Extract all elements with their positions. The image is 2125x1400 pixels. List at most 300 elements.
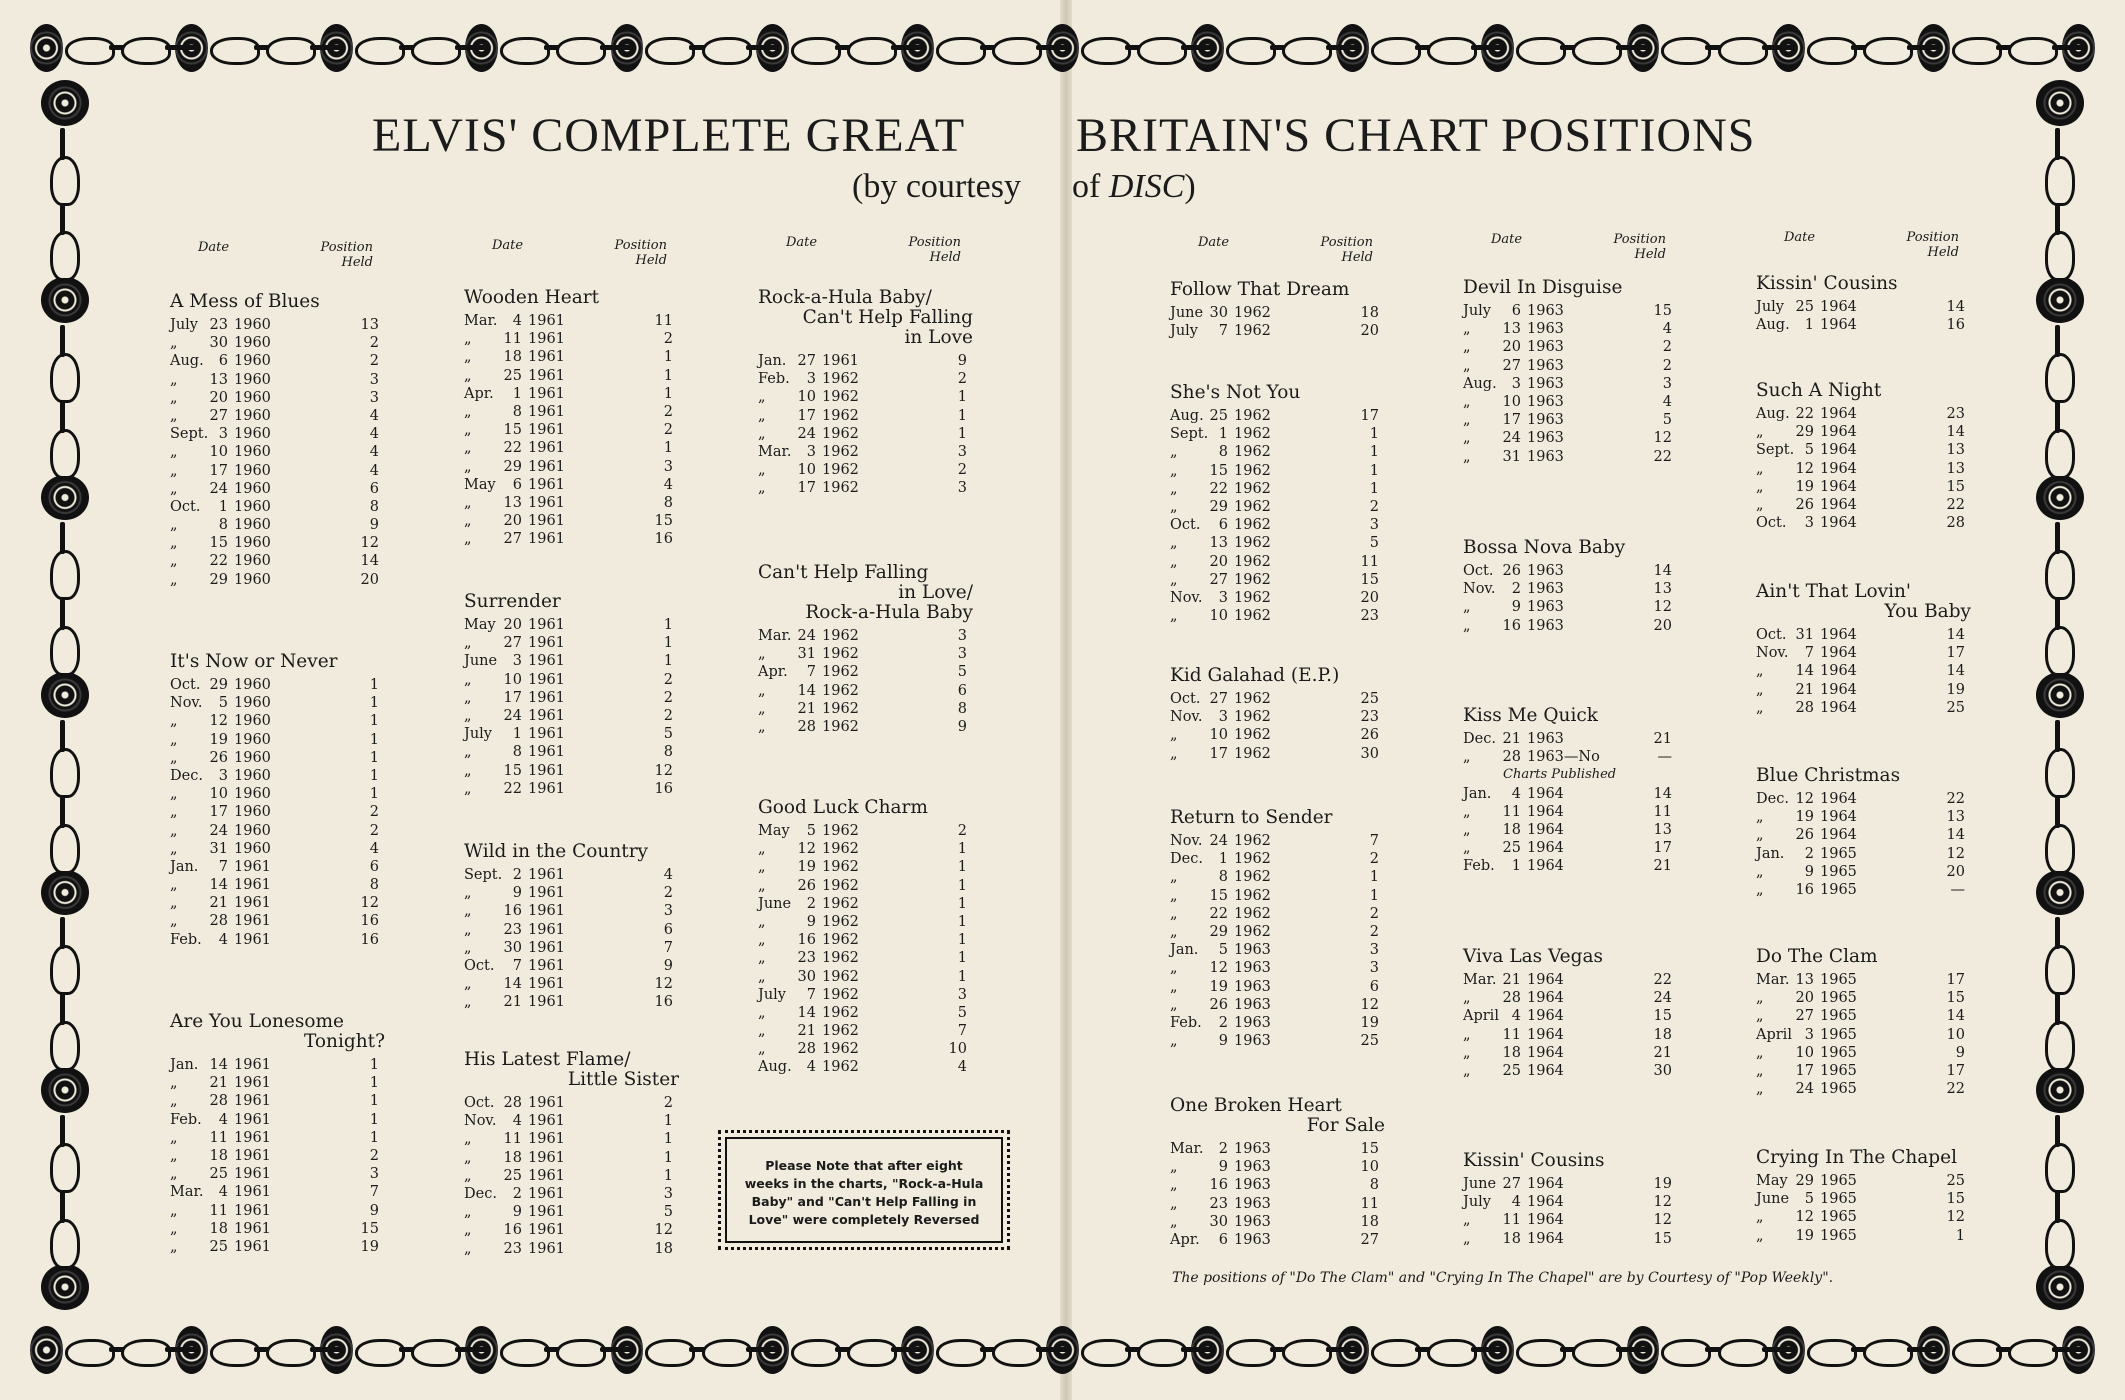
- position: 1: [957, 407, 967, 424]
- chart-row: [464, 1240, 679, 1258]
- position: 10: [1946, 1026, 1965, 1043]
- year: 1960: [234, 389, 271, 406]
- year: 1960: [234, 462, 271, 479]
- column-header: [1756, 228, 1971, 268]
- song-title: Are You Lonesome Tonight?: [170, 1011, 385, 1052]
- song-entry: [1170, 808, 1385, 1050]
- day: 25: [1502, 840, 1521, 857]
- year: 1961: [528, 349, 565, 366]
- month: „: [1463, 617, 1471, 634]
- month: „: [464, 744, 472, 761]
- position: 21: [1653, 858, 1672, 875]
- year: 1961: [528, 707, 565, 724]
- month: „: [1463, 1044, 1471, 1061]
- year: 1962: [822, 913, 859, 930]
- day: 3: [1804, 1026, 1814, 1043]
- chart-row: [1756, 460, 1971, 478]
- chart-row: [1463, 411, 1678, 429]
- month: „: [1170, 960, 1178, 977]
- page-title-right: BRITAIN'S CHART POSITIONS: [1076, 109, 1756, 162]
- day: 10: [209, 444, 228, 461]
- month: „: [170, 407, 178, 424]
- day: 8: [1218, 444, 1228, 461]
- day: 10: [1502, 393, 1521, 410]
- position-header: Position Held: [908, 235, 961, 265]
- position: 15: [1653, 1230, 1672, 1247]
- guitar-icon: [498, 33, 554, 63]
- position: 3: [369, 371, 379, 388]
- guitar-icon: [498, 1335, 554, 1365]
- chart-row: [170, 749, 385, 767]
- subtitle-right: of DISC): [1072, 168, 1196, 205]
- month: „: [464, 780, 472, 797]
- record-icon: [2036, 80, 2084, 126]
- guitar-icon: [2043, 718, 2077, 794]
- chart-row: [464, 902, 679, 920]
- song-title: Crying In The Chapel: [1756, 1147, 1957, 1168]
- year: 1961: [234, 1202, 271, 1219]
- year: 1963: [1234, 1014, 1271, 1031]
- day: 17: [209, 804, 228, 821]
- chart-row: [1170, 708, 1385, 726]
- month: „: [1463, 1026, 1471, 1043]
- month: Oct.: [1170, 691, 1201, 707]
- year: 1960: [234, 444, 271, 461]
- day: 21: [1795, 681, 1814, 698]
- position: 17: [1946, 972, 1965, 988]
- record-icon: [2036, 672, 2084, 718]
- day: 26: [1795, 496, 1814, 513]
- position-header: Position Held: [614, 238, 667, 268]
- year: 1962: [1234, 323, 1271, 340]
- position: 13: [360, 317, 379, 333]
- guitar-icon: [48, 399, 82, 475]
- song-title: Can't Help Falling in Love/ Rock-a-Hula Baby: [758, 562, 973, 623]
- chart-row: [464, 512, 679, 530]
- year: 1964: [1820, 699, 1857, 716]
- position: 16: [654, 994, 673, 1011]
- month: „: [758, 389, 766, 406]
- position: 20: [360, 571, 379, 588]
- year: 1961: [528, 1185, 565, 1202]
- chart-row: [464, 689, 679, 707]
- position: 1: [369, 695, 379, 712]
- position: 4: [369, 840, 379, 857]
- year: 1965: [1820, 1081, 1857, 1098]
- year: 1960: [234, 695, 271, 712]
- chart-row: [1170, 516, 1385, 534]
- position: 19: [1946, 681, 1965, 698]
- chart-row: [1756, 881, 1971, 899]
- year: 1961: [528, 1149, 565, 1166]
- position: 8: [957, 700, 967, 717]
- day: 18: [1502, 821, 1521, 838]
- position: 11: [1360, 1195, 1379, 1212]
- day: 24: [503, 707, 522, 724]
- position: 2: [369, 1147, 379, 1164]
- day: 3: [1804, 515, 1814, 532]
- chart-row: [1170, 1032, 1385, 1050]
- position: 14: [1946, 663, 1965, 680]
- day: 10: [503, 671, 522, 688]
- month: Aug.: [1170, 408, 1204, 424]
- guitar-icon: [2043, 596, 2077, 672]
- guitar-icon: [353, 33, 409, 63]
- year: 1961: [528, 403, 565, 420]
- day: 11: [503, 331, 522, 348]
- month: „: [1170, 462, 1178, 479]
- chart-row: [464, 762, 679, 780]
- day: 8: [218, 517, 228, 534]
- song-entry: [1463, 706, 1678, 876]
- day: 15: [503, 762, 522, 779]
- column-header: [170, 238, 385, 278]
- credit-note: The positions of "Do The Clam" and "Crying In The Chapel" are by Courtesy of "Pop Weekly".: [1172, 1270, 1834, 1286]
- chart-row: [464, 1112, 679, 1130]
- guitar-icon: [1570, 1335, 1626, 1365]
- song-entry: [1170, 666, 1385, 763]
- year: 1961: [528, 689, 565, 706]
- day: 25: [209, 1238, 228, 1255]
- position: 16: [360, 931, 379, 948]
- day: 28: [797, 718, 816, 735]
- chart-row: [464, 652, 679, 670]
- position: 17: [1653, 840, 1672, 857]
- chart-row: [1756, 808, 1971, 826]
- subtitle-left: (by courtesy: [852, 168, 1022, 205]
- day: 20: [503, 617, 522, 633]
- day: 18: [1502, 1230, 1521, 1247]
- chart-row: [464, 884, 679, 902]
- year: 1962: [1234, 444, 1271, 461]
- guitar-icon: [934, 1335, 990, 1365]
- position: 30: [1360, 745, 1379, 762]
- chart-row: [1463, 1230, 1678, 1248]
- year: 1964: [1527, 1062, 1564, 1079]
- chart-row: [1756, 1062, 1971, 1080]
- chart-row: [170, 712, 385, 730]
- position: 3: [663, 903, 673, 920]
- position: 4: [369, 462, 379, 479]
- position: 12: [360, 535, 379, 552]
- chart-row: [1463, 448, 1678, 466]
- position: 9: [663, 957, 673, 974]
- guitar-icon: [2006, 33, 2062, 63]
- month: „: [170, 480, 178, 497]
- position: 2: [663, 885, 673, 902]
- record-icon: [30, 24, 63, 72]
- year: 1960: [234, 840, 271, 857]
- chart-row: [1463, 598, 1678, 616]
- column-header: [464, 236, 679, 276]
- chart-row: [1170, 1014, 1385, 1032]
- year: 1963: [1234, 1213, 1271, 1230]
- year: 1964: [1527, 1212, 1564, 1229]
- month: „: [1170, 996, 1178, 1013]
- day: 6: [512, 476, 522, 493]
- day: 14: [209, 1057, 228, 1073]
- month: „: [1463, 749, 1471, 766]
- year: 1963: [1527, 412, 1564, 429]
- chart-row: [1463, 429, 1678, 447]
- day: 28: [209, 913, 228, 930]
- chart-row: [170, 334, 385, 352]
- position: 1: [957, 425, 967, 442]
- chart-row: [1170, 534, 1385, 552]
- position: 22: [1653, 972, 1672, 988]
- position: 13: [1946, 460, 1965, 477]
- month: „: [1170, 1213, 1178, 1230]
- month: Aug.: [170, 353, 204, 370]
- month: „: [1170, 905, 1178, 922]
- year: 1961: [528, 367, 565, 384]
- position: 14: [1946, 1008, 1965, 1025]
- guitar-icon: [353, 1335, 409, 1365]
- guitar-icon: [2043, 399, 2077, 475]
- chart-row: [1170, 322, 1385, 340]
- chart-row: [1463, 338, 1678, 356]
- year: 1962: [822, 646, 859, 663]
- day: 20: [1209, 553, 1228, 570]
- day: 28: [1502, 749, 1521, 766]
- position: 20: [1653, 617, 1672, 634]
- position: 17: [1360, 408, 1379, 424]
- chart-row: [464, 421, 679, 439]
- month: July: [758, 986, 786, 1003]
- chart-row: [1463, 393, 1678, 411]
- year: 1962: [1234, 462, 1271, 479]
- position: 1: [957, 968, 967, 985]
- year: 1965: [1820, 1008, 1857, 1025]
- song-entry: [1756, 274, 1971, 334]
- chart-row: [170, 1202, 385, 1220]
- month: „: [1170, 1177, 1178, 1194]
- year: 1960: [234, 713, 271, 730]
- day: 27: [1209, 571, 1228, 588]
- day: 30: [503, 939, 522, 956]
- position: 2: [957, 371, 967, 388]
- chart-row: [1170, 832, 1385, 850]
- month: „: [1463, 599, 1471, 616]
- year: 1964: [1527, 990, 1564, 1007]
- year: 1964: [1527, 1194, 1564, 1211]
- year: 1962: [822, 371, 859, 388]
- position: 8: [1369, 1177, 1379, 1194]
- chart-row: [758, 479, 973, 497]
- year: 1961: [528, 331, 565, 348]
- date-header: Date: [492, 238, 524, 253]
- day: 19: [1795, 1227, 1814, 1244]
- chart-row: [758, 388, 973, 406]
- month: Aug.: [1756, 317, 1790, 334]
- year: 1961: [528, 976, 565, 993]
- position: 18: [1360, 1213, 1379, 1230]
- month: July: [1463, 303, 1491, 319]
- year: 1961: [528, 762, 565, 779]
- song-title: His Latest Flame/ Little Sister: [464, 1049, 679, 1090]
- month: „: [1170, 1159, 1178, 1176]
- guitar-icon: [409, 1335, 465, 1365]
- song-entry: [1170, 383, 1385, 625]
- day: 23: [503, 921, 522, 938]
- month: Oct.: [1463, 563, 1494, 579]
- year: 1964: [1820, 681, 1857, 698]
- position: 1: [369, 1111, 379, 1128]
- month: Jan.: [758, 353, 787, 369]
- month: „: [758, 841, 766, 858]
- chart-row: [1756, 1026, 1971, 1044]
- year: 1962: [822, 425, 859, 442]
- record-icon: [41, 475, 89, 521]
- position: 3: [1662, 375, 1672, 392]
- year: 1962: [822, 700, 859, 717]
- position: 1: [957, 877, 967, 894]
- chart-row: [758, 968, 973, 986]
- guitar-icon: [1805, 33, 1861, 63]
- position: 1: [957, 895, 967, 912]
- day: 23: [797, 950, 816, 967]
- song-title: Follow That Dream: [1170, 279, 1350, 300]
- position: 6: [663, 921, 673, 938]
- position: 4: [663, 867, 673, 883]
- chart-row: [170, 876, 385, 894]
- year: 1961: [528, 313, 565, 329]
- month: „: [1463, 840, 1471, 857]
- day: 21: [503, 994, 522, 1011]
- year: 1963: [1527, 563, 1564, 579]
- year: 1961: [528, 1222, 565, 1239]
- month: „: [170, 1166, 178, 1183]
- chart-row: [464, 707, 679, 725]
- date-header: Date: [786, 235, 818, 250]
- day: 1: [512, 726, 522, 743]
- year: 1964: [1527, 972, 1564, 988]
- year: 1962: [822, 462, 859, 479]
- year: 1961: [234, 858, 271, 875]
- chart-row: [464, 939, 679, 957]
- year: 1963: [1527, 599, 1564, 616]
- song-title: Surrender: [464, 591, 561, 612]
- month: „: [170, 804, 178, 821]
- year: 1963—No: [1527, 749, 1600, 766]
- day: 7: [1218, 323, 1228, 340]
- guitar-icon: [700, 1335, 756, 1365]
- day: 29: [1795, 424, 1814, 441]
- chart-row: [170, 1056, 385, 1074]
- position: 15: [1946, 1191, 1965, 1208]
- day: 4: [1511, 1008, 1521, 1025]
- year: 1962: [1234, 869, 1271, 886]
- position: 1: [369, 1129, 379, 1146]
- month: „: [1756, 699, 1764, 716]
- month: „: [170, 840, 178, 857]
- position: 1: [663, 635, 673, 652]
- chart-row: [464, 671, 679, 689]
- position: 1: [663, 1131, 673, 1148]
- chart-row: [1463, 1062, 1678, 1080]
- day: 12: [1795, 791, 1814, 807]
- month: „: [170, 462, 178, 479]
- year: 1962: [1234, 571, 1271, 588]
- year: 1964: [1820, 317, 1857, 334]
- chart-row: [1463, 730, 1678, 748]
- day: 9: [1218, 1033, 1228, 1050]
- day: 7: [512, 957, 522, 974]
- day: 2: [806, 895, 816, 912]
- year: 1965: [1820, 972, 1857, 988]
- year: 1961: [234, 1111, 271, 1128]
- song-title: Devil In Disguise: [1463, 277, 1623, 298]
- year: 1964: [1820, 460, 1857, 477]
- record-icon: [41, 672, 89, 718]
- chart-row: [170, 1111, 385, 1129]
- month: „: [1170, 535, 1178, 552]
- position: 15: [1946, 990, 1965, 1007]
- month: „: [1463, 357, 1471, 374]
- day: 8: [512, 403, 522, 420]
- position: 24: [1653, 990, 1672, 1007]
- page-title-left: ELVIS' COMPLETE GREAT: [372, 109, 966, 162]
- position: —: [1950, 881, 1965, 898]
- month: „: [1756, 663, 1764, 680]
- month: „: [170, 571, 178, 588]
- chart-row: [1463, 1044, 1678, 1062]
- chart-row: [1756, 423, 1971, 441]
- position: 3: [663, 1185, 673, 1202]
- chart-row: [464, 921, 679, 939]
- position: 27: [1360, 1231, 1379, 1248]
- month: „: [1463, 430, 1471, 447]
- chart-row: [464, 403, 679, 421]
- chart-row: [170, 316, 385, 334]
- position: 14: [1946, 627, 1965, 643]
- year: 1964: [1527, 1176, 1564, 1192]
- day: 6: [1218, 1231, 1228, 1248]
- day: 31: [1502, 448, 1521, 465]
- day: 4: [218, 931, 228, 948]
- position: 16: [1946, 317, 1965, 334]
- chart-row: [1170, 996, 1385, 1014]
- month: „: [464, 1204, 472, 1221]
- chart-row: [464, 1167, 679, 1185]
- year: 1961: [234, 895, 271, 912]
- year: 1964: [1527, 1008, 1564, 1025]
- position: 4: [369, 426, 379, 443]
- position: 3: [369, 1166, 379, 1183]
- month: Dec.: [464, 1185, 497, 1202]
- chart-row: [464, 1185, 679, 1203]
- year: 1962: [822, 682, 859, 699]
- chart-row: [1463, 1007, 1678, 1025]
- day: 27: [797, 353, 816, 369]
- year: 1962: [1234, 709, 1271, 726]
- month: „: [1756, 478, 1764, 495]
- position-header: Position Held: [1320, 235, 1373, 265]
- notice-text: Please Note that after eight weeks in the charts, "Rock-a-Hula Baby" and "Can't Help Falling in Love" were completely Reversed: [744, 1158, 984, 1227]
- guitar-icon: [2043, 915, 2077, 991]
- day: 26: [1209, 996, 1228, 1013]
- year: 1962: [1234, 923, 1271, 940]
- day: 22: [503, 440, 522, 457]
- year: 1961: [234, 1057, 271, 1073]
- month: „: [170, 535, 178, 552]
- day: 7: [806, 664, 816, 681]
- position: 21: [1653, 731, 1672, 747]
- month: „: [170, 1238, 178, 1255]
- chart-row: [170, 840, 385, 858]
- month: „: [758, 1004, 766, 1021]
- chart-row: [1170, 589, 1385, 607]
